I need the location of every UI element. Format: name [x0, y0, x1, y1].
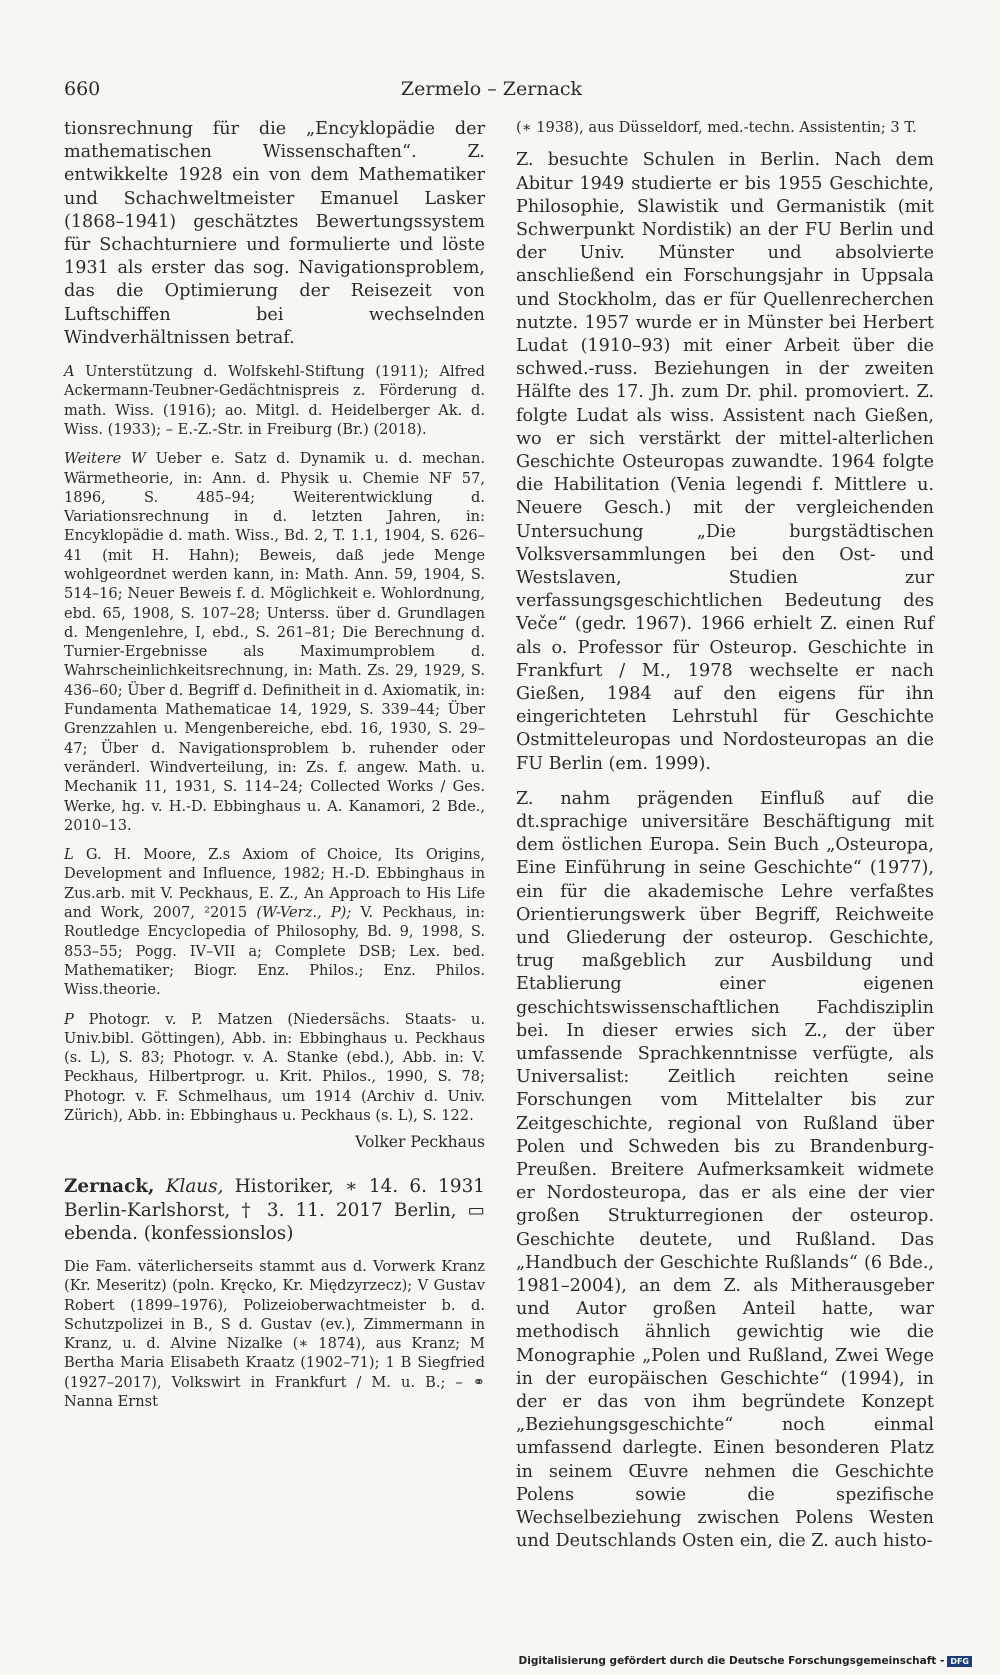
zermelo-continuation: tionsrechnung für die „Encyklopädie der mathematischen Wissenschaften“. Z. entwikkelte 1928 ein von dem Mathematiker und Schachweltmeister Emanuel Lasker (1868–1941) geschätztes Bewertungssystem für Schachturniere und formulierte und löste 1931 als erster das sog. Navigationsproblem, das die Optimierung der Reisezeit von Luftschiffen bei wechselnden Windverhältnissen betraf. — [64, 119, 485, 348]
awards-label: A — [64, 363, 75, 381]
entry-given-name: Klaus, — [165, 1176, 224, 1198]
biography-paragraph-2: Z. nahm prägenden Einfluß auf die dt.sprachige universitäre Beschäftigung mit dem östlichen Europa. Sein Buch „Osteuropa, Eine Einführung in seine Geschichte“ (1977), ein für die akademische Lehre verfaßtes Orientierungswerk über Begriff, Reichweite und Gliederung der osteurop. Geschichte, trug maßgeblich zur Ausbildung und Etablierung einer eigenen geschichtswissenschaftlichen Fachdisziplin bei. In dieser erwies sich Z., der über umfassende Sprachkenntnisse verfügte, als Universalist: Zeitlich reichten seine Forschungen vom Mittelalter bis zur Zeitgeschichte, regional von Rußland über Polen und Schweden bis zu Brandenburg-Preußen. Breitere Aufmerksamkeit widmete er Nordosteuropa, das er als eine der vier großen Strukturregionen der osteurop. Geschichte deutete, und Rußland. Das „Handbuch der Geschichte Rußlands“ (6 Bde., 1981–2004), an dem Z. als Mitherausgeber und Autor großen Anteil hatte, war methodisch ähnlich gewichtig wie die Monographie „Polen und Rußland, Zwei Wege in der europäischen Geschichte“ (1994), in der er das von ihm begründete Konzept „Beziehungsgeschichte“ noch einmal umfassend darlegte. Einen besonderen Platz in seinem Œuvre nehmen die Geschichte Polens sowie die spezifische Wechselbeziehung zwischen Polens Westen und Deutschlands Osten ein, die Z. auch histo- — [516, 788, 934, 1552]
right-column — [516, 118, 934, 1553]
works-section — [64, 449, 485, 835]
genealogy: Die Fam. väterlicherseits stammt aus d. Vorwerk Kranz (Kr. Meseritz) (poln. Kręcko, Kr. Międzyrzecz); V Gustav Robert (1899–1976), Polizeioberwachtmeister b. d. Schutzpolizei in B., S d. Gustav (ev.), Zimmermann in Kranz, u. d. Alvine Nizalke (∗ 1874), aus Kranz; M Bertha Maria Elisabeth Kraatz (1902–71); 1 B Siegfried (1927–2017), Volkswirt in Frankfurt / M. u. B.; – ⚭ Nanna Ernst — [64, 1257, 485, 1410]
literature-text-1: G. H. Moore, Z.s Axiom of Choice, Its Origins, Development and Influence, 1982; H.-D. Ebbinghaus in Zus.arb. mit V. Peckhaus, E. Z., An Approach to His Life and Work, 2007, ²2015 — [64, 846, 485, 922]
dfg-logo-icon: DFG — [947, 1656, 972, 1667]
entry-surname: Zernack, — [64, 1176, 155, 1198]
running-head: Zermelo – Zernack — [400, 78, 583, 100]
genealogy-continuation: (∗ 1938), aus Düsseldorf, med.-techn. Assistentin; 3 T. — [516, 119, 917, 136]
portrait-text: Photogr. v. P. Matzen (Niedersächs. Staats- u. Univ.bibl. Göttingen), Abb. in: Ebbinghaus u. Peckhaus (s. L), S. 83; Photogr. v. A. Stanke (ebd.), Abb. in: V. Peckhaus, Hilbertprogr. u. Krit. Philos., 1990, S. 78; Photogr. v. F. Schmelhaus, um 1914 (Archiv d. Univ. Zürich), Abb. in: Ebbinghaus u. Peckhaus (s. L), S. 122. — [64, 1010, 485, 1125]
works-text: Ueber e. Satz d. Dynamik u. d. mechan. Wärmetheorie, in: Ann. d. Physik u. Chemie NF 57, 1896, S. 485–94; Weiterentwicklung d. Variationsrechnung in d. letzten Jahren, in: Encyklopädie d. math. Wiss., Bd. 2, T. 1.1, 1904, S. 626–41 (mit H. Hahn); Beweis, daß jede Menge wohlgeordnet werden kann, in: Math. Ann. 59, 1904, S. 514–16; Neuer Beweis f. d. Möglichkeit e. Wohlordnung, ebd. 65, 1908, S. 107–28; Unterss. über d. Grundlagen d. Mengenlehre, I, ebd., S. 261–81; Die Berechnung d. Turnier-Ergebnisse als Maximumproblem d. Wahrscheinlichkeitsrechnung, in: Math. Zs. 29, 1929, S. 436–60; Über d. Begriff d. Definitheit in d. Axiomatik, in: Fundamenta Mathematicae 14, 1929, S. 339–44; Über Grenzzahlen u. Mengenbereiche, ebd. 16, 1930, S. 29–47; Über d. Navigationsproblem b. ruhender oder veränderl. Windverteilung, in: Zs. f. angew. Math. u. Mechanik 11, 1931, S. 114–24; Collected Works / Ges. Werke, hg. v. H.-D. Ebbinghaus u. A. Kanamori, 2 Bde., 2010–13. — [64, 450, 485, 834]
literature-text-italic: (W-Verz., P); — [256, 904, 352, 922]
digitization-text: Digitalisierung gefördert durch die Deutsche Forschungsgemeinschaft - — [518, 1655, 945, 1667]
portrait-label: P — [64, 1010, 74, 1028]
awards-text: Unterstützung d. Wolfskehl-Stiftung (1911); Alfred Ackermann-Teubner-Gedächtnispreis z. Förderung d. math. Wiss. (1916); ao. Mitgl. d. Heidelberger Ak. d. Wiss. (1933); – E.-Z.-Str. in Freiburg (Br.) (2018). — [64, 363, 486, 438]
literature-label: L — [64, 846, 74, 864]
page-number: 660 — [64, 78, 101, 100]
literature-section — [64, 845, 485, 999]
literature-text-2: V. Peckhaus, in: Routledge Encyclopedia of Philosophy, Bd. 9, 1998, S. 853–55; Pogg. IV–VII a; Complete DSB; Lex. bed. Mathematiker; Biogr. Enz. Philos.; Enz. Philos. Wiss.theorie. — [64, 904, 485, 999]
awards-section — [64, 362, 485, 439]
digitization-note — [519, 1655, 972, 1667]
entry-heading-zernack — [64, 1175, 485, 1245]
entry-vitals: Historiker, ∗ 14. 6. 1931 Berlin-Karlshorst, † 3. 11. 2017 Berlin, ▭ ebenda. (konfessionslos) — [64, 1176, 485, 1244]
biography-paragraph-1: Z. besuchte Schulen in Berlin. Nach dem Abitur 1949 studierte er bis 1955 Geschichte, Philosophie, Slawistik und Germanistik (mit Schwerpunkt Nordistik) an der FU Berlin und der Univ. Münster und absolvierte anschließend ein Forschungsjahr in Uppsala und Stockholm, das er für Quellenrecherchen nutzte. 1957 wurde er in Münster bei Herbert Ludat (1910–93) mit einer Arbeit über die schwed.-russ. Beziehungen in der zweiten Hälfte des 17. Jh. zum Dr. phil. promoviert. Z. folgte Ludat als wiss. Assistent nach Gießen, wo er sich verstärkt der mittel-alterlichen Geschichte Osteuropas zuwandte. 1964 folgte die Habilitation (Venia legendi f. Mittlere u. Neuere Gesch.) mit der vergleichenden Untersuchung „Die burgstädtischen Volksversammlungen bei den Ost- und Westslaven, Studien zur verfassungsgeschichtlichen Bedeutung des Veče“ (gedr. 1967). 1966 erhielt Z. einen Ruf als o. Professor für Osteurop. Geschichte in Frankfurt / M., 1978 wechselte er nach Gießen, 1984 auf den eigens für ihn eingerichteten Lehrstuhl für Geschichte Ostmitteleuropas und Nordosteuropas an die FU Berlin (em. 1999). — [516, 150, 934, 774]
portrait-section — [64, 1010, 485, 1126]
left-column — [64, 118, 485, 1411]
author-signature: Volker Peckhaus — [355, 1133, 485, 1152]
works-label: Weitere W — [64, 450, 146, 468]
page-header — [64, 78, 919, 102]
